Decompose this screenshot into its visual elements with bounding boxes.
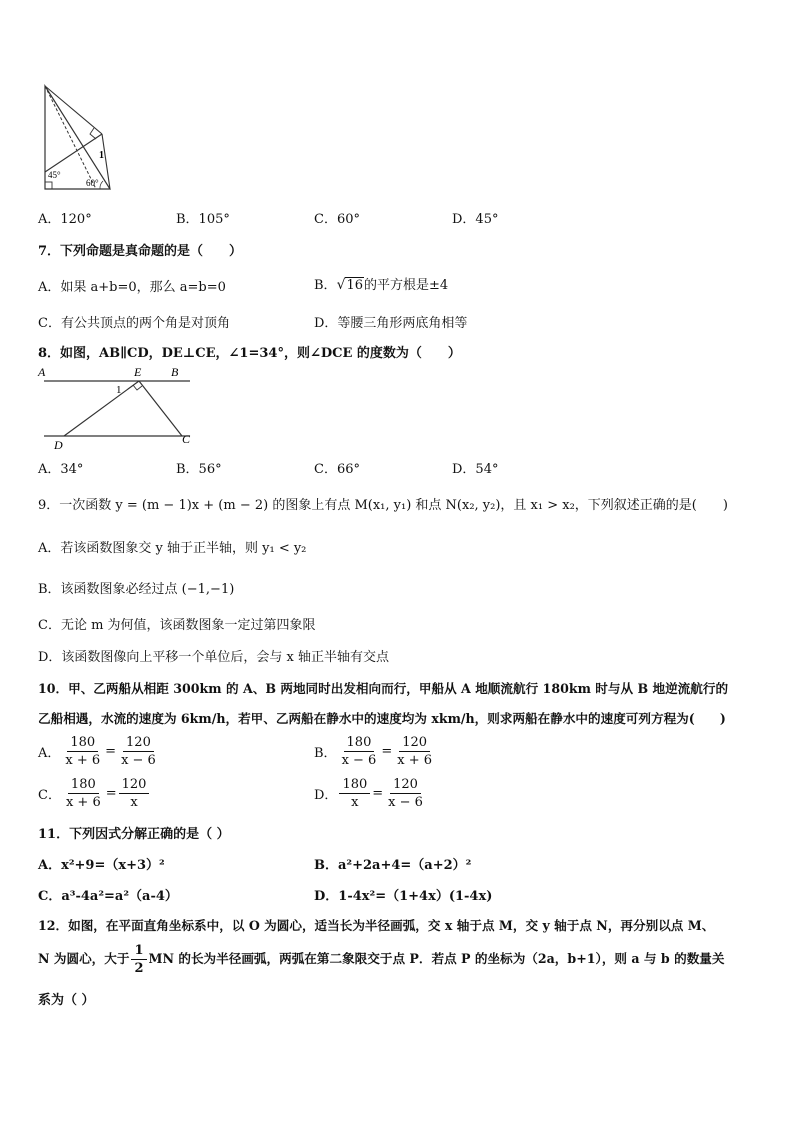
q9-option-a: A．若该函数图象交 y 轴于正半轴，则 y₁ < y₂ [38, 541, 307, 556]
q6-option-c: C．60° [314, 212, 360, 227]
q7-stem: 7．下列命题是真命题的是（ ） [38, 244, 243, 259]
q8-parallel-lines-figure [36, 363, 196, 453]
equals-sign: = [105, 786, 117, 801]
fraction [119, 776, 150, 811]
denominator: x [351, 795, 359, 810]
q10-option-b-label: B． [314, 746, 337, 761]
fraction [62, 734, 103, 769]
numerator: 120 [123, 734, 154, 752]
q9-option-c: C．无论 m 为何值，该函数图象一定过第四象限 [38, 618, 316, 633]
denominator: x + 6 [65, 795, 101, 810]
denominator: 2 [134, 961, 144, 976]
q8-option-b: B．56° [176, 462, 222, 477]
q6-top-edge [45, 86, 102, 134]
q8-option-a: A．34° [38, 462, 84, 477]
q7-option-c: C．有公共顶点的两个角是对顶角 [38, 316, 230, 331]
q6-angle-60: 60° [86, 178, 99, 188]
numerator: 180 [344, 734, 375, 752]
denominator: x − 6 [341, 753, 377, 768]
numerator: 1 [131, 942, 146, 960]
denominator: x + 6 [65, 753, 101, 768]
q12-line1: 12．如图，在平面直角坐标系中，以 O 为圆心，适当长为半径画弧，交 x 轴于点 M，交 y 轴于点 N，再分别以点 M、 [38, 918, 715, 933]
q11-stem: 11．下列因式分解正确的是（ ） [38, 827, 230, 842]
numerator: 120 [119, 776, 150, 794]
fraction [339, 776, 370, 811]
equals-sign: = [105, 744, 117, 759]
q10-option-c [38, 776, 151, 811]
q6-triangle-figure [40, 84, 116, 192]
q11-option-c: C．a³-4a²=a²（a-4） [38, 889, 178, 904]
q9-option-b: B．该函数图象必经过点 (−1,−1) [38, 582, 235, 597]
q7-option-a: A．如果 a+b=0，那么 a=b=0 [38, 280, 226, 295]
q7-option-b-label: B． [314, 278, 337, 293]
q7-option-b [314, 274, 448, 293]
numerator: 180 [67, 734, 98, 752]
q10-option-b [314, 734, 437, 769]
q6-right-angle-mark [90, 128, 96, 139]
fraction-one-half [131, 942, 146, 977]
fraction [385, 776, 426, 811]
q6-right-edge [102, 134, 110, 189]
fraction [63, 776, 104, 811]
fraction [394, 734, 435, 769]
q8-option-d: D．54° [452, 462, 499, 477]
denominator: x + 6 [397, 753, 432, 768]
q12-line2-pre: N 为圆心，大于 [38, 951, 130, 966]
q7-option-b-text: 的平方根是±4 [364, 278, 449, 293]
q11-option-d: D．1-4x²=（1+4x）(1-4x) [314, 889, 493, 904]
equals-sign: = [372, 786, 384, 801]
q8-option-c: C．66° [314, 462, 360, 477]
q6-angle-arc [100, 181, 103, 189]
q6-label-1: 1 [99, 150, 104, 161]
sqrt-symbol: √ [336, 277, 346, 293]
q8-label-d: D [54, 438, 63, 452]
q10-stem-line1: 10．甲、乙两船从相距 300km 的 A、B 两地同时出发相向而行，甲船从 A 地顺流航行 180km 时与从 B 地逆流航行的 [38, 681, 729, 696]
q6-option-a: A．120° [38, 212, 92, 227]
numerator: 180 [339, 776, 370, 794]
q6-angle-45: 45° [48, 170, 61, 180]
q9-option-d: D．该函数图像向上平移一个单位后，会与 x 轴正半轴有交点 [38, 650, 390, 665]
q6-option-b: B．105° [176, 212, 230, 227]
denominator: x − 6 [121, 753, 156, 768]
q10-option-a-label: A． [38, 746, 61, 761]
q12-line2 [38, 942, 724, 977]
numerator: 180 [68, 776, 99, 794]
numerator: 120 [390, 776, 421, 794]
equals-sign: = [381, 744, 393, 759]
q8-label-e: E [134, 365, 142, 379]
denominator: x [130, 795, 138, 810]
q10-option-a [38, 734, 161, 769]
q10-stem-line2: 乙船相遇，水流的速度为 6km/h，若甲、乙两船在静水中的速度均为 xkm/h，则求两船在静水中的速度可列方程为( ) [38, 711, 726, 726]
q8-right-angle-mark [133, 385, 142, 390]
q8-label-1: 1 [116, 384, 122, 396]
q8-line-ce [139, 381, 182, 436]
denominator: x − 6 [388, 795, 423, 810]
q6-cross-line [45, 134, 102, 172]
q8-label-c: C [182, 432, 191, 446]
q10-option-d-label: D． [314, 788, 338, 803]
q12-line3: 系为（ ） [38, 993, 95, 1008]
q11-option-a: A．x²+9=（x+3）² [38, 858, 165, 873]
numerator: 120 [399, 734, 430, 752]
q6-corner-mark [45, 182, 52, 189]
q10-option-d [314, 776, 428, 811]
fraction [118, 734, 159, 769]
q8-label-b: B [171, 365, 179, 379]
q7-option-d: D．等腰三角形两底角相等 [314, 316, 468, 331]
q9-stem: 9．一次函数 y = (m − 1)x + (m − 2) 的图象上有点 M(x₁, y₁) 和点 N(x₂, y₂)，且 x₁ > x₂，下列叙述正确的是( ) [38, 498, 728, 513]
q6-option-d: D．45° [452, 212, 499, 227]
q8-line-de [64, 381, 139, 436]
q10-option-c-label: C． [38, 788, 61, 803]
q8-stem: 8．如图，AB∥CD，DE⊥CE，∠1=34°，则∠DCE 的度数为（ ） [38, 346, 461, 361]
q12-line2-post: MN 的长为半径画弧，两弧在第二象限交于点 P．若点 P 的坐标为（2a，b+1），则 a 与 b 的数量关 [148, 951, 725, 966]
q8-label-a: A [38, 365, 46, 379]
q7-radicand: 16 [346, 278, 364, 293]
fraction [339, 734, 380, 769]
q11-option-b: B．a²+2a+4=（a+2）² [314, 858, 472, 873]
